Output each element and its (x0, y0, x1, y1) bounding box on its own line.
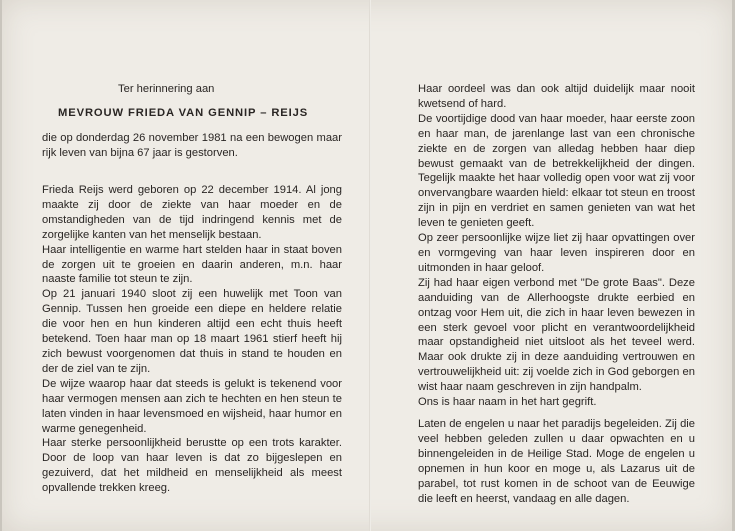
opening-text (42, 131, 342, 161)
bio-paragraph: Op 21 januari 1940 sloot zij een huwelijk met Toon van Gennip. Tussen hen groeide een diepe en heldere relatie die voor hen en hun kinderen altijd een echt thuis heeft betekend. Toen haar man op 18 maart 1961 stierf heeft hij zich bewust voorgenomen dat thuis in stand te houden en der de ziel van te zijn. (42, 288, 342, 375)
prayer-text (418, 417, 695, 506)
bio-paragraph: De wijze waarop haar dat steeds is gelukt is tekenend voor haar vermogen mensen aan zich te hechten en hen steun te laten vinden in haar levensmoed en wijsheid, haar humor en warme genegenheid. (42, 377, 342, 435)
reflection-text (418, 82, 695, 410)
reflection-paragraph: De voortijdige dood van haar moeder, haar eerste zoon en haar man, de jarenlange last van een chronische ziekte en de zorgen van alledag hebben haar diep bewust gemaakt van de betrekkelijkheid der dingen. Tegelijk maakte het haar volledig open voor wat zij voor onvervangbare waarden hield: elkaar tot steun en troost zijn in pijn en verdriet en samen genieten van wat het leven te genieten geeft. (418, 112, 695, 230)
opening-paragraph: die op donderdag 26 november 1981 na een bewogen maar rijk leven van bijna 67 jaar is gestorven. (42, 132, 342, 159)
bio-paragraph: Haar sterke persoonlijkheid berustte op een trots karakter. Door de loop van haar leven is dat zo bijgeslepen en gezuiverd, dat het mildheid en menselijkheid als meest opvallende trekken kreeg. (42, 437, 342, 495)
prayer-paragraph: Laten de engelen u naar het paradijs begeleiden. Zij die veel hebben geleden zullen u daar opwachten en u binnengeleiden in de Heilige Stad. Moge de engelen u opnemen in hun koor en moge u, als Lazarus uit de parabel, tot rust komen in de schoot van de Eeuwige die leeft en heerst, vandaag en alle dagen. (418, 418, 695, 505)
card-fold (369, 0, 371, 531)
reflection-paragraph: Ons is haar naam in het hart gegrift. (418, 396, 597, 409)
reflection-paragraph: Haar oordeel was dan ook altijd duidelijk maar nooit kwetsend of hard. (418, 83, 695, 110)
bio-paragraph: Haar intelligentie en warme hart stelden haar in staat boven de zorgen uit te groeien en daarin anderen, m.n. haar naaste familie tot steun te zijn. (42, 243, 342, 286)
biography-text (42, 183, 342, 496)
bio-paragraph: Frieda Reijs werd geboren op 22 december 1914. Al jong maakte zij door de ziekte van haar moeder en de omstandigheden van de tijd indringend kennis met de zorgelijke kanten van het menselijk bestaan. (42, 184, 342, 241)
memorial-card (2, 0, 732, 531)
intro-text: Ter herinnering aan (118, 83, 215, 95)
deceased-name: MEVROUW FRIEDA VAN GENNIP – REIJS (58, 107, 309, 119)
reflection-paragraph: Zij had haar eigen verbond met "De grote Baas". Deze aanduiding van de Allerhoogste drukte eerbied en ontzag voor Hem uit, die zich in haar leven bewezen in een sterk gevoel voor plicht en verantwoordelijkheid maar opstandigheid niet uitsloot als het teveel werd. Maar ook drukte zij in deze aanduiding vertrouwen en vertrouwelijkheid uit: zij voelde zich in God geborgen en wist haar naam geschreven in zijn handpalm. (418, 276, 695, 394)
reflection-paragraph: Op zeer persoonlijke wijze liet zij haar opvattingen over en vormgeving van haar leven inspireren door en uitmonden in haar geloof. (418, 232, 695, 274)
